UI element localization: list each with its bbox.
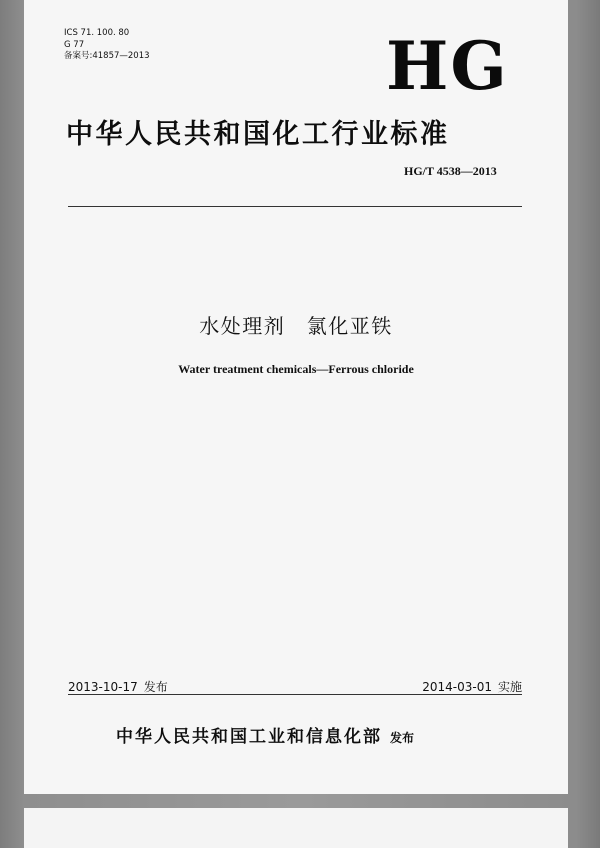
standard-cover-page <box>24 0 568 794</box>
standard-number: HG/T 4538—2013 <box>404 164 497 178</box>
document-title-english: Water treatment chemicals—Ferrous chloride <box>178 362 414 376</box>
classification-block <box>64 28 150 63</box>
document-title-chinese: 水处理剂 氯化亚铁 <box>199 314 393 338</box>
publisher-name: 中华人民共和国工业和信息化部 <box>116 727 382 747</box>
next-page-edge <box>24 808 568 848</box>
implement-label: 实施 <box>497 680 522 694</box>
issue-date-line <box>68 678 168 695</box>
implement-date-line <box>422 678 522 695</box>
implement-date: 2014-03-01 <box>422 680 492 694</box>
issue-date: 2013-10-17 <box>68 680 138 694</box>
hg-logo: HG <box>386 27 509 105</box>
record-number: 备案号:41857—2013 <box>64 51 150 61</box>
footer-divider <box>68 694 522 695</box>
publisher-suffix: 发布 <box>390 731 415 745</box>
publisher-line <box>116 722 414 747</box>
ics-code: ICS 71. 100. 80 <box>64 28 130 38</box>
header-divider <box>68 206 522 207</box>
ccs-code: G 77 <box>64 39 85 50</box>
industry-standard-title: 中华人民共和国化工行业标准 <box>66 119 450 150</box>
issue-label: 发布 <box>143 680 168 694</box>
